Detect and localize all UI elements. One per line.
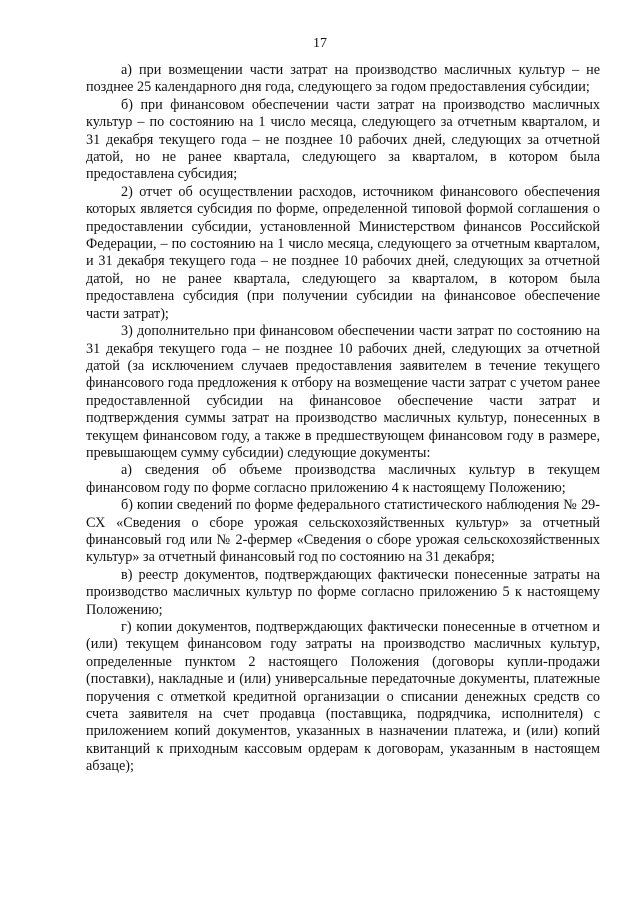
paragraph-v-registry: в) реестр документов, подтверждающих фактически понесенные затраты на производство масличных культур по форме согласно приложению 5 к настоящему Положению;: [86, 566, 600, 618]
paragraph-a-production-volume: а) сведения об объеме производства масличных культур в текущем финансовом году по форме согласно приложению 4 к настоящему Положению;: [86, 462, 600, 496]
paragraph-3-additional-documents: 3) дополнительно при финансовом обеспечении части затрат по состоянию на 31 декабря текущего года – не позднее 10 рабочих дней, следующих за отчетной датой (за исключением случаев предоставления заявителем в течение текущего финансового года предложения к отбору на возмещение части затрат с учетом ранее предоставленной субсидии на финансовое обеспечение части затрат и подтверждения суммы затрат на производство масличных культур, понесенных в текущем финансовом году, а также в предшествующем финансовом году в размере, превышающем сумму субсидии) следующие документы:: [86, 323, 600, 461]
page-number: 17: [313, 36, 327, 51]
paragraph-b-statistics-copies: б) копии сведений по форме федерального статистического наблюдения № 29-СХ «Сведения о сборе урожая сельскохозяйственных культур» за отчетный финансовый год или № 2-фермер «Сведения о сборе урожая сельскохозяйственных культур» за отчетный финансовый год по состоянию на 31 декабря;: [86, 497, 600, 566]
paragraph-2-expense-report: 2) отчет об осуществлении расходов, источником финансового обеспечения которых является субсидия по форме, определенной типовой формой соглашения о предоставлении субсидии, установленной Министерством финансов Российской Федерации, – по состоянию на 1 число месяца, следующего за отчетным кварталом, и 31 декабря текущего года – не позднее 10 рабочих дней, следующих за отчетной датой, но не ранее квартала, следующего за кварталом, в котором была предоставлена субсидия (при получении субсидии на финансовое обеспечение части затрат);: [86, 183, 600, 322]
paragraph-g-document-copies: г) копии документов, подтверждающих фактически понесенные в отчетном и (или) текущем финансовом году затраты на производство масличных культур, определенные пунктом 2 настоящего Положения (договоры купли-продажи (поставки), накладные и (или) универсальные передаточные документы, платежные поручения с отметкой кредитной организации о списании денежных средств со счета заявителя на счет продавца (поставщика, подрядчика, исполнителя) с приложением копий документов, указанных в назначении платежа, и (или) копий квитанций к приходным кассовым ордерам к договорам, указанным в настоящем абзаце);: [86, 619, 600, 775]
paragraph-b-financing: б) при финансовом обеспечении части затрат на производство масличных культур – по состоянию на 1 число месяца, следующего за отчетным кварталом, и 31 декабря текущего года – не позднее 10 рабочих дней, следующих за отчетной датой, но не ранее квартала, следующего за кварталом, в котором была предоставлена субсидия;: [86, 96, 600, 183]
document-body: [86, 62, 600, 776]
paragraph-a-reimbursement: а) при возмещении части затрат на производство масличных культур – не позднее 25 календарного дня года, следующего за годом предоставления субсидии;: [86, 62, 600, 96]
